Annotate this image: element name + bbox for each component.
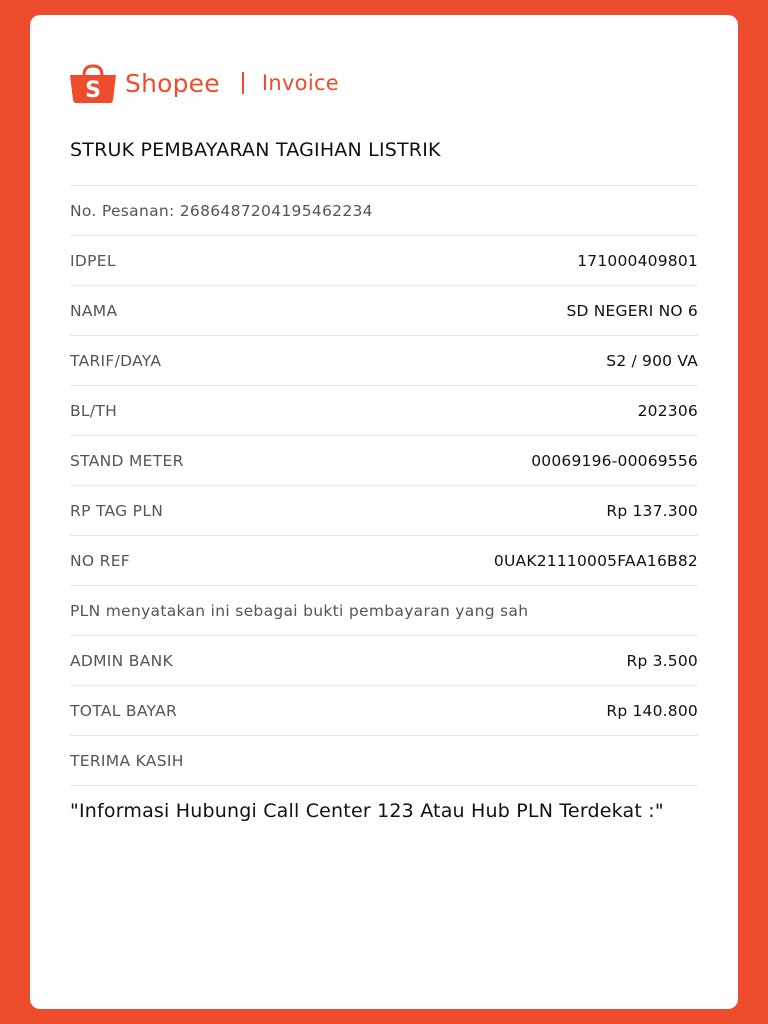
- brand-name: Shopee: [125, 68, 220, 98]
- field-label: STAND METER: [70, 451, 184, 470]
- field-row-no-ref: [70, 535, 698, 585]
- shopee-bag-icon: [68, 63, 118, 103]
- field-label: IDPEL: [70, 251, 116, 270]
- field-value: SD NEGERI NO 6: [566, 301, 698, 320]
- fee-label: TOTAL BAYAR: [70, 701, 178, 720]
- fee-row-admin-bank: [70, 635, 698, 685]
- field-row-nama: [70, 285, 698, 335]
- field-row-bl-th: [70, 385, 698, 435]
- thanks-row: [70, 735, 698, 786]
- receipt-details: [70, 185, 698, 786]
- field-label: BL/TH: [70, 401, 118, 420]
- field-row-rp-tag-pln: [70, 485, 698, 535]
- order-number: No. Pesanan: 2686487204195462234: [70, 201, 373, 220]
- order-number-row: [70, 185, 698, 235]
- notice-row: [70, 585, 698, 635]
- fee-row-total-bayar: [70, 685, 698, 735]
- total-amount: Rp 140.800: [606, 701, 698, 720]
- header-divider: [242, 72, 244, 94]
- fee-value: Rp 3.500: [626, 651, 698, 670]
- field-value: 202306: [637, 401, 698, 420]
- invoice-header: [68, 58, 339, 108]
- invoice-card: [30, 15, 738, 1009]
- payment-validity-notice: PLN menyatakan ini sebagai bukti pembayaran yang sah: [70, 601, 529, 620]
- document-type: Invoice: [261, 71, 340, 95]
- field-value: Rp 137.300: [606, 501, 698, 520]
- field-value: 0UAK21110005FAA16B82: [493, 551, 698, 570]
- fee-label: ADMIN BANK: [70, 651, 174, 670]
- field-row-tarif-daya: [70, 335, 698, 385]
- field-value: 171000409801: [577, 251, 698, 270]
- call-center-info: "Informasi Hubungi Call Center 123 Atau Hub PLN Terdekat :": [70, 800, 664, 822]
- field-row-idpel: [70, 235, 698, 285]
- page-title: STRUK PEMBAYARAN TAGIHAN LISTRIK: [70, 139, 441, 161]
- field-value: S2 / 900 VA: [606, 351, 698, 370]
- field-label: NO REF: [70, 551, 131, 570]
- field-label: TARIF/DAYA: [70, 351, 162, 370]
- field-label: RP TAG PLN: [70, 501, 164, 520]
- field-value: 00069196-00069556: [531, 451, 698, 470]
- field-row-stand-meter: [70, 435, 698, 485]
- field-label: NAMA: [70, 301, 118, 320]
- thank-you-text: TERIMA KASIH: [70, 751, 184, 770]
- svg-text:S: S: [85, 78, 101, 103]
